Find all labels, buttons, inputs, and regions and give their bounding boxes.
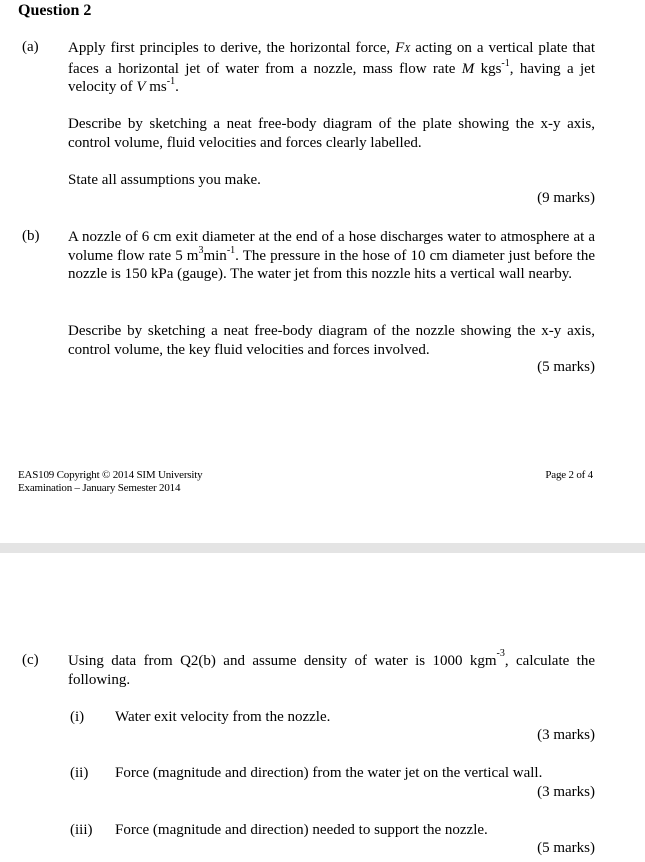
part-c-item-1-text: Water exit velocity from the nozzle. bbox=[115, 709, 331, 725]
part-a-marks: (9 marks) bbox=[537, 190, 595, 206]
part-c-item-3-number: (iii) bbox=[70, 822, 93, 838]
part-c-item-3-text: Force (magnitude and direction) needed to support the nozzle. bbox=[115, 822, 488, 838]
part-a-paragraph-2: Describe by sketching a neat free-body diagram of the plate showing the x-y axis, control volume, fluid velocities and forces clearly labelled. bbox=[68, 116, 595, 151]
exam-page-3 bbox=[0, 553, 645, 862]
part-b-paragraph-1: A nozzle of 6 cm exit diameter at the end of a hose discharges water to atmosphere at a volume flow rate 5 $m^3\min^{-1}$. The pressure in the hose of 10 cm diameter just before the nozzle is 150 kPa (gauge). The water jet from this nozzle hits a vertical wall nearby. bbox=[68, 229, 595, 282]
part-a-paragraph-1: Apply first principles to derive, the horizontal force, FX acting on a vertical plate that faces a horizontal jet of water from a nozzle, mass flow rate M kgs$^{-1}$, having a jet velocity of V $ms^{-1}$. bbox=[68, 40, 596, 95]
part-c-item-2-text: Force (magnitude and direction) from the water jet on the vertical wall. bbox=[115, 765, 543, 781]
page-separator bbox=[0, 543, 645, 553]
velocity-symbol: V bbox=[136, 79, 146, 95]
part-a-label: (a) bbox=[22, 39, 39, 55]
footer-copyright: EAS109 Copyright © 2014 SIM University bbox=[18, 469, 203, 481]
footer-exam-semester: Examination – January Semester 2014 bbox=[18, 481, 181, 494]
mass-flow-symbol: M bbox=[461, 60, 475, 77]
part-c-item-2-marks: (3 marks) bbox=[537, 784, 595, 800]
page-footer-left bbox=[18, 469, 202, 494]
part-b-marks: (5 marks) bbox=[537, 359, 595, 375]
question-title: Question 2 bbox=[18, 2, 92, 19]
part-c-item-1-marks: (3 marks) bbox=[537, 727, 595, 743]
part-c-item-1-number: (i) bbox=[70, 709, 85, 725]
part-c-label: (c) bbox=[22, 652, 39, 668]
part-c-intro: Using data from Q2(b) and assume density of water is 1000 kgm$^{-3}$, calculate the following. bbox=[68, 648, 595, 688]
part-c-item-2-number: (ii) bbox=[70, 765, 89, 781]
part-a-paragraph-3: State all assumptions you make. bbox=[68, 172, 261, 188]
part-c-item-3-marks: (5 marks) bbox=[537, 840, 595, 856]
part-b-label: (b) bbox=[22, 228, 40, 244]
part-b-paragraph-2: Describe by sketching a neat free-body diagram of the nozzle showing the x-y axis, control volume, the key fluid velocities and forces involved. bbox=[68, 323, 595, 358]
force-symbol: F bbox=[395, 40, 405, 56]
footer-page-number: Page 2 of 4 bbox=[545, 469, 593, 481]
